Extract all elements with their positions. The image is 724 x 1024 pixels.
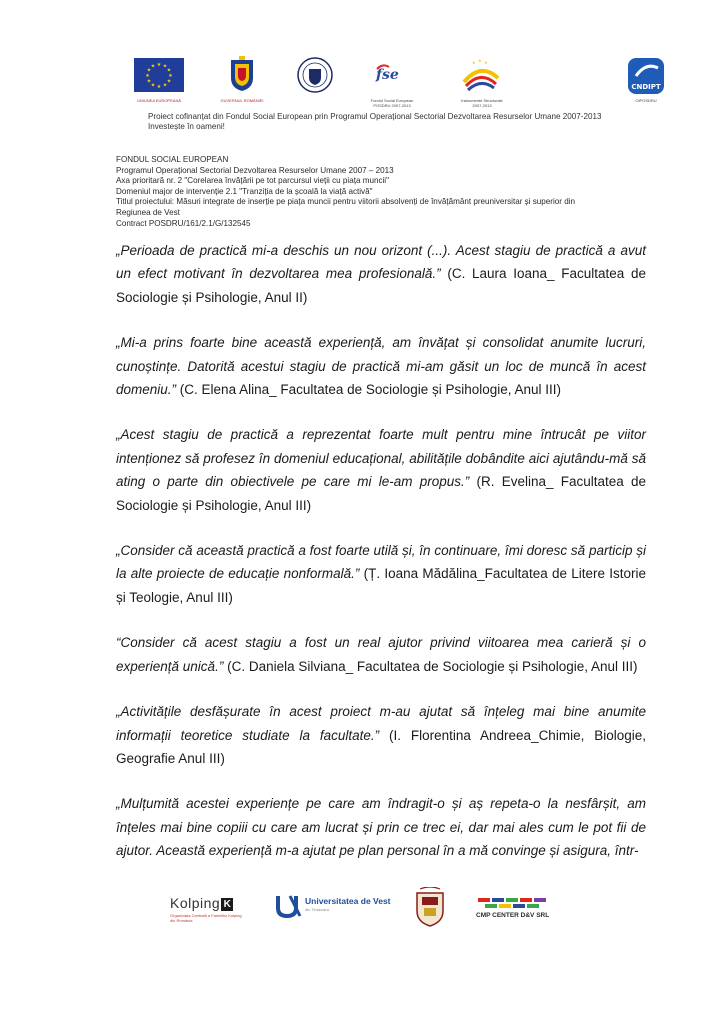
testimonial: [116, 423, 646, 517]
svg-text:★: ★: [156, 84, 162, 90]
header-line-3: Axa prioritară nr. 2 "Corelarea învățării pe tot parcursul vieții cu piața muncii": [116, 176, 389, 186]
uvt-subtitle: din Timișoara: [305, 907, 329, 912]
svg-text:★: ★: [166, 78, 172, 85]
kolping-logo: [170, 895, 250, 923]
ministry-seal-logo: [297, 57, 333, 93]
svg-text:★: ★: [478, 58, 482, 63]
testimonial-quote: „Activitățile desfășurate în acest proiect m-au ajutat să înțeleg mai bine anumite informații teoretice studiate la facultate.”: [116, 704, 646, 743]
header-line-6: Regiunea de Vest: [116, 207, 180, 217]
school-crest-logo: [414, 887, 446, 927]
fse-caption-2: POSDRU 2007-2013: [373, 103, 411, 108]
testimonial-author: (C. Elena Alina_ Facultatea de Sociologie și Psihologie, Anul III): [176, 382, 562, 398]
testimonial-quote: „Mi-a prins foarte bine această experiență, am învățat și consolidat anumite lucruri, cunoștințe. Datorită acestui stagiu de practică mi-am găsit un loc de muncă în acest domeniu.”: [116, 335, 646, 398]
testimonial-quote: „Acest stagiu de practică a reprezentat foarte mult pentru mine întrucât pe viitor intenționez să profesez în domeniul educațional, abilitățile dobândite aici ajutându-mă să ating o parte din obiectivele pe care mi le-am propus.”: [116, 427, 646, 490]
cofinance-line-1: Proiect cofinanțat din Fondul Social European prin Programul Operațional Sectorial Dezvoltarea Resurselor Umane 2007-2013: [148, 112, 602, 121]
eu-caption: UNIUNEA EUROPEANĂ: [136, 98, 181, 103]
testimonials-body: [116, 239, 646, 863]
svg-text:★: ★: [472, 60, 476, 65]
cofinance-notice: [132, 112, 692, 132]
svg-text:★: ★: [484, 60, 488, 65]
svg-text:★: ★: [150, 63, 156, 70]
testimonial: [116, 792, 646, 862]
testimonial: [116, 631, 646, 678]
svg-text:★: ★: [162, 63, 168, 70]
cofinance-line-2: Investește în oameni!: [148, 122, 225, 131]
testimonial: [116, 700, 646, 770]
header-line-4: Domeniul major de intervenție 2.1 "Tranziția de la școală la viață activă": [116, 186, 373, 196]
header-line-2: Programul Operațional Sectorial Dezvoltarea Resurselor Umane 2007 – 2013: [116, 165, 394, 175]
testimonial-author: (I. Florentina Andreea_Chimie, Biologie, Geografie Anul III): [116, 727, 646, 766]
uvt-logo: [276, 893, 396, 923]
project-header: [116, 155, 676, 229]
testimonial: [116, 331, 646, 401]
testimonial-author: (R. Evelina_ Facultatea de Sociologie și Psihologie, Anul III): [116, 474, 646, 513]
gov-caption: GUVERNUL ROMÂNIEI: [220, 98, 264, 103]
svg-text:★: ★: [150, 82, 156, 89]
fse-mark-text: fse: [376, 67, 399, 83]
svg-text:★: ★: [146, 78, 152, 85]
structural-instruments-logo: [458, 56, 504, 96]
instr-caption-2: 2007-2013: [472, 103, 492, 108]
svg-text:★: ★: [156, 62, 162, 68]
kolping-k-icon: K: [221, 898, 233, 911]
cmp-blocks-icon: [476, 896, 566, 910]
cndipt-logo: [628, 58, 664, 94]
testimonial-author: (C. Daniela Silviana_ Facultatea de Sociologie și Psihologie, Anul III): [223, 658, 638, 674]
svg-text:★: ★: [162, 82, 168, 89]
fse-caption-1: Fondul Social European: [370, 98, 414, 103]
kolping-name: Kolping: [170, 895, 221, 911]
fse-logo: [372, 63, 408, 85]
cndipt-caption: OIPOSDRU: [635, 98, 657, 103]
testimonial-quote: „Mulțumită acestei experiențe pe care am îndragit-o și aș repeta-o la nesfârșit, am înțeles mai bine copiii cu care am lucrat și prin ce trec ei, dar mai ales cum le pot fii de ajutor. Această experiență m-a ajutat pe plan personal în a mă convinge și asigura, într-: [116, 796, 646, 859]
testimonial: [116, 539, 646, 609]
cndipt-name: CNDIPT: [631, 83, 661, 91]
uvt-name: Universitatea de Vest: [305, 896, 391, 906]
romania-coat-of-arms-logo: [229, 56, 255, 92]
svg-text:★: ★: [145, 73, 150, 79]
kolping-subtitle: Organizația Centrală a Familiilor Kolping din România: [170, 913, 242, 923]
testimonial-author: (C. Laura Ioana_ Facultatea de Sociologie și Psihologie, Anul II): [116, 266, 646, 305]
testimonial: [116, 239, 646, 309]
testimonial-quote: „Consider că această practică a fost foarte utilă și, în continuare, îmi doresc să particip și la alte proiecte de educație nonformală.”: [116, 543, 646, 582]
svg-text:★: ★: [166, 67, 172, 74]
header-line-7: Contract POSDRU/161/2.1/G/132545: [116, 218, 251, 228]
svg-text:★: ★: [146, 67, 152, 74]
header-line-1: FONDUL SOCIAL EUROPEAN: [116, 155, 229, 164]
cmp-name: CMP CENTER D&V SRL: [476, 912, 550, 919]
svg-text:★: ★: [168, 73, 173, 79]
testimonial-quote: „Perioada de practică mi-a deschis un nou orizont (...). Acest stagiu de practică a avut un efect motivant în dezvoltarea mea profesională.”: [116, 243, 646, 282]
header-line-5: Titlul proiectului: Măsuri integrate de inserție pe piața muncii pentru viitorii absolvenți de învățământ preuniversitar și superior din: [116, 197, 576, 207]
eu-flag-logo: [134, 58, 184, 92]
cmp-center-logo: [476, 896, 566, 924]
testimonial-quote: “Consider că acest stagiu a fost un real ajutor privind viitoarea mea carieră și o experiență unică.”: [116, 635, 646, 674]
uvt-mark-icon: [276, 893, 302, 919]
instr-caption-1: Instrumente Structurale: [461, 98, 503, 103]
testimonial-author: (Ț. Ioana Mădălina_Facultatea de Litere Istorie și Teologie, Anul III): [116, 566, 646, 605]
